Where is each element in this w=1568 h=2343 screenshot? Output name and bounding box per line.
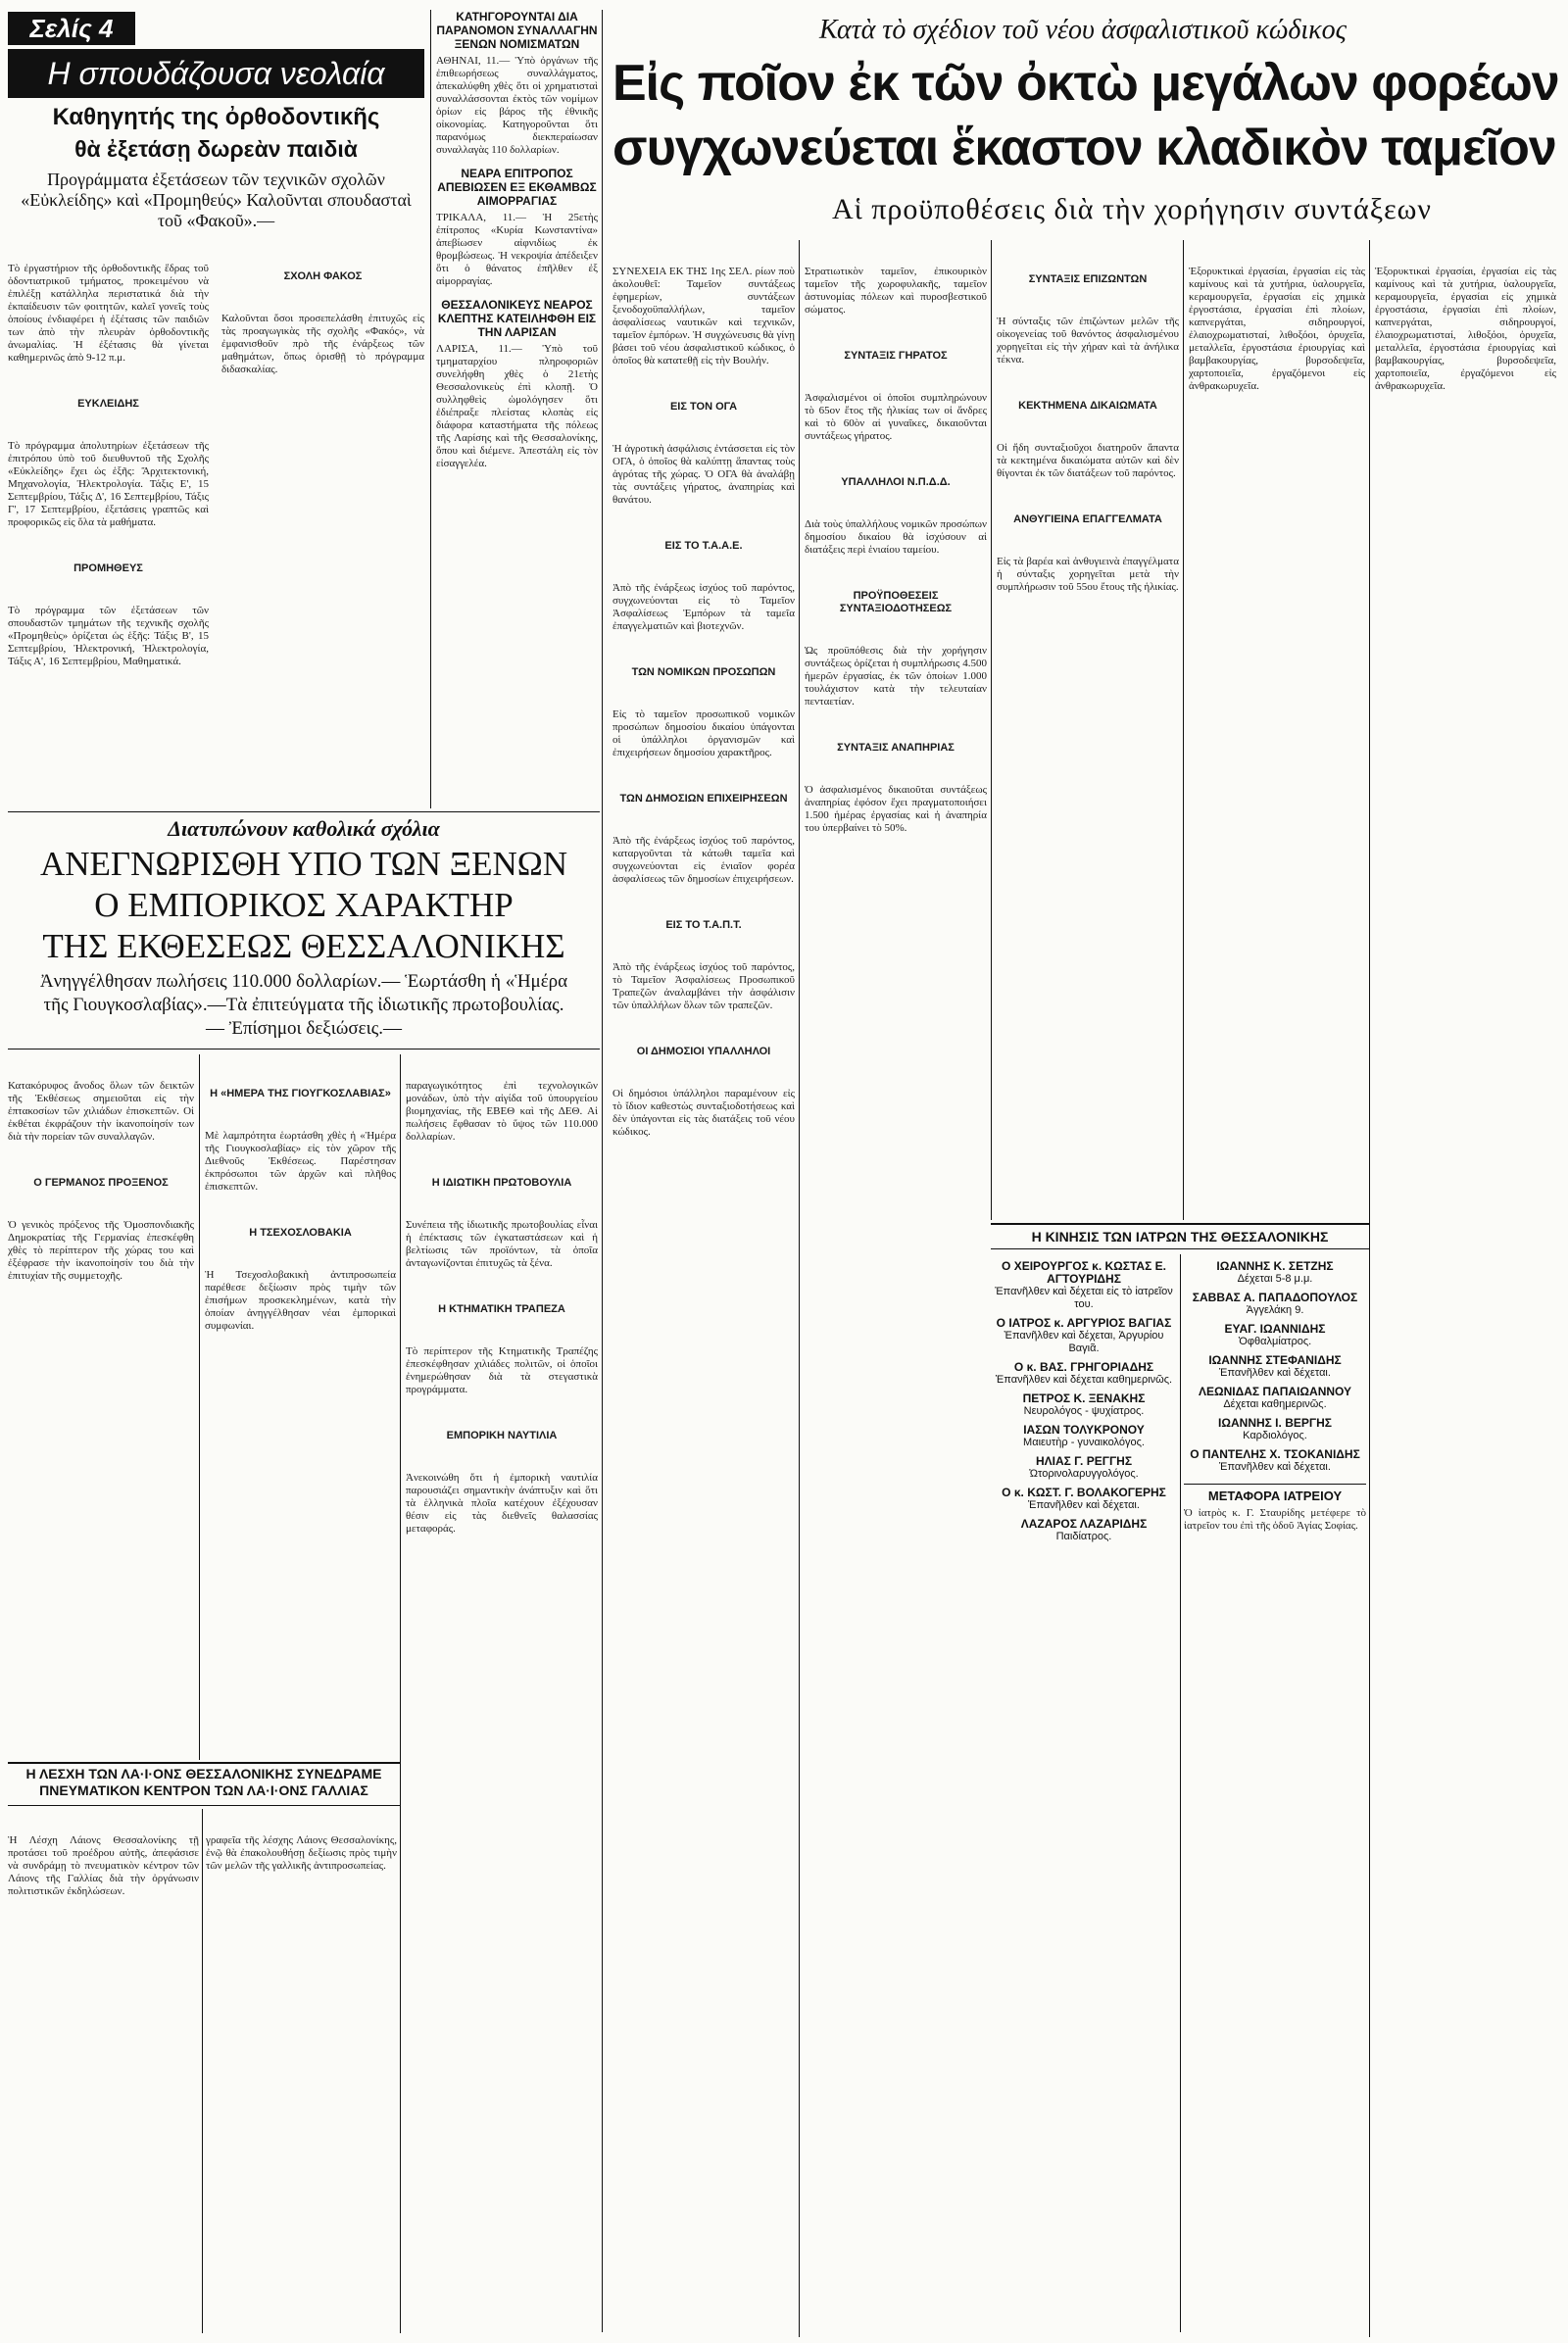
- expo-col-3: [406, 1054, 601, 2328]
- doctor-entry: ΕΥΑΓ. ΙΩΑΝΝΙΔΗΣ Ὀφθαλμίατρος.: [1224, 1322, 1326, 1347]
- doctor-entry: ΙΩΑΝΝΗΣ Κ. ΣΕΤΖΗΣ Δέχεται 5-8 μ.μ.: [1216, 1259, 1334, 1285]
- expo-subhead: Ἀνηγγέλθησαν πωλήσεις 110.000 δολλαρίων.— Ἑωρτάσθη ἡ «Ἡμέρα τῆς Γιουγκοσλαβίας».—Τὰ ἐπιτεύγματα τῆς ἰδιωτικῆς πρωτοβουλίας.— Ἐπίσημοι δεξιώσεις.—: [39, 971, 568, 1039]
- doctor-entry: ΛΕΩΝΙΔΑΣ ΠΑΠΑΙΩΑΝΝΟΥ Δέχεται καθημερινῶς.: [1198, 1385, 1352, 1410]
- column-2-news: [436, 10, 601, 808]
- main-col-4: [1189, 240, 1368, 1220]
- doctors-left: [991, 1254, 1177, 2332]
- main-headline-2: συγχωνεύεται ἕκαστον κλαδικὸν ταμεῖον: [612, 120, 1556, 176]
- section-proypotheseis: ΠΡΟΫΠΟΘΕΣΕΙΣ ΣΥΝΤΑΞΙΟΔΟΤΗΣΕΩΣ: [839, 590, 953, 614]
- body-ypalliloi: Οἱ δημόσιοι ὑπάλληλοι παραμένουν εἰς τὸ ἴδιον καθεστὼς συνταξιοδοτήσεως καὶ δὲν ὑπάγονται εἰς τὰς διατάξεις τοῦ νέου κώδικος.: [612, 1088, 798, 1138]
- doctors-right: [1184, 1254, 1369, 2332]
- expo-body-nautilia: Ἀνεκοινώθη ὅτι ἡ ἐμπορικὴ ναυτιλία παρουσιάζει σημαντικὴν ἀνάπτυξιν καὶ ὅτι τὰ ἑλληνικὰ πλοῖα κατέχουν ἐξέχουσαν θέσιν εἰς τὰς διεθνεῖς θαλασσίας μεταφοράς.: [406, 1472, 601, 1535]
- body-heavy-jobs: Ἐξορυκτικαὶ ἐργασίαι, ἐργασίαι εἰς τὰς καμίνους καὶ τὰ χυτήρια, ὑαλουργεῖα, κεραμουργεῖα, ἐργασίαι εἰς χημικὰ ἐργοστάσια, ἐργασίαι ἐπὶ πλοίων, καπνεργάται, σιδηρουργοί, ἐλαιοχρωματισταί, λιθοξόοι, ὀρυχεῖα, μεταλλεῖα, ἐργοστάσια ἐριουργίας καὶ βαμβακουργίας, βυρσοδεψεῖα, χαρτοποιεῖα, ἐργαζόμενοι εἰς ἀνθρακωρυχεῖα.: [1189, 266, 1368, 392]
- headline-orthodontics-2: θὰ ἐξετάσῃ δωρεὰν παιδιὰ: [74, 136, 358, 162]
- section-anapirias: ΣΥΝΤΑΞΙΣ ΑΝΑΠΗΡΙΑΣ: [837, 742, 955, 754]
- lions-body-b: γραφεῖα τῆς λέσχης Λάιονς Θεσσαλονίκης, ἐνῷ θὰ ἐπακολουθήσῃ δεξίωσις πρὸς τιμὴν τῶν μελῶν τῆς γαλλικῆς ἀντιπροσωπείας.: [206, 1834, 400, 1872]
- expo-col-2: [205, 1054, 399, 1760]
- body-eukleidis: Τὸ πρόγραμμα ἀπολυτηρίων ἐξετάσεων τῆς ἐπιτρόπου ὑπὸ τοῦ διευθυντοῦ τῆς Σχολῆς «Εὐκλείδης» ἔχει ὡς ἑξῆς: Ἄρχιτεκτονική, Μηχανολογία, Ἠλεκτρολογία. Τάξις Ε', 15 Σεπτεμβρίου, Τάξις Δ', 16 Σεπτεμβρίου, Τάξις Γ', 17 Σεπτεμβρίου, ἐξετάσεις γραπτῶς καὶ προφορικῶς εἰς ὅλα τὰ μαθήματα.: [8, 440, 212, 528]
- body-geras: Ἀσφαλισμένοι οἱ ὁποῖοι συμπληρώνουν τὸ 65ον ἔτος τῆς ἡλικίας των οἱ ἄνδρες καὶ τὸ 60ὸν αἱ γυναῖκες, δικαιοῦνται συντάξεως γήρατος.: [805, 392, 990, 442]
- main-subhead: Αἱ προϋποθέσεις διὰ τὴν χορήγησιν συντάξεων: [832, 193, 1432, 225]
- section-german-consul: Ο ΓΕΡΜΑΝΟΣ ΠΡΟΞΕΝΟΣ: [33, 1177, 169, 1189]
- doctor-entry: Ο κ. ΚΩΣΤ. Γ. ΒΟΛΑΚΟΓΕΡΗΣ Ἐπανῆλθεν καὶ δέχεται.: [1002, 1486, 1166, 1511]
- section-private-initiative: Η ΙΔΙΩΤΙΚΗ ΠΡΩΤΟΒΟΥΛΙΑ: [431, 1177, 572, 1189]
- section-epizonton: ΣΥΝΤΑΞΙΣ ΕΠΙΖΩΝΤΩΝ: [1028, 273, 1148, 285]
- doctor-entry: ΙΩΑΝΝΗΣ Ι. ΒΕΡΓΗΣ Καρδιολόγος.: [1218, 1416, 1332, 1441]
- body-military: Στρατιωτικὸν ταμεῖον, ἐπικουρικὸν ταμεῖον τῆς χωροφυλακῆς, ταμεῖον ἀστυνομίας πόλεων καὶ πυροσβεστικοῦ σώματος.: [805, 266, 990, 316]
- main-body-continued: ΣΥΝΕΧΕΙΑ ΕΚ ΤΗΣ 1ης ΣΕΛ. ρίων ποὺ ἀκολουθεῖ: Ταμεῖον συντάξεως ἐφημερίων, συντάξεων ξενοδοχοϋπαλλήλων, ταμεῖον ἀσφαλίσεως ναυτικῶν καὶ τεχνικῶν, ταμεῖον ἐμπόρων. Ἡ συγχώνευσις θὰ γίνῃ βάσει τοῦ νέου ἀσφαλιστικοῦ κώδικος, ὁ ὁποῖος θὰ κατατεθῇ εἰς τὴν Βουλήν.: [612, 266, 798, 366]
- body-anthygieina: Εἰς τὰ βαρέα καὶ ἀνθυγιεινὰ ἐπαγγέλματα ἡ σύνταξις χορηγεῖται μετὰ τὴν συμπλήρωσιν τοῦ 55ου ἔτους τῆς ἡλικίας.: [997, 556, 1182, 593]
- expo-kicker: Διατυπώνουν καθολικά σχόλια: [168, 816, 440, 841]
- body-young-woman: ΤΡΙΚΑΛΑ, 11.— Ἡ 25ετὴς ἐπίτροπος «Κυρία Κωνσταντίνα» ἀπεβίωσεν αἰφνιδίως ἐκ θρομβώσεως. Ἡ νεκροψία ἀπέδειξεν ὅτι ὁ θάνατος ἐπῆλθεν ἐξ αἰμορραγίας.: [436, 212, 601, 287]
- doctor-entry: Ο ΙΑΤΡΟΣ κ. ΑΡΓΥΡΙΟΣ ΒΑΓΙΑΣ Ἐπανῆλθεν καὶ δέχεται, Ἀργυρίου Βαγιᾶ.: [996, 1316, 1172, 1354]
- section-taae: ΕΙΣ ΤΟ Τ.Α.Α.Ε.: [664, 540, 743, 552]
- section-nautilia: ΕΜΠΟΡΙΚΗ ΝΑΥΤΙΛΙΑ: [446, 1430, 558, 1441]
- body-fakos: Καλοῦνται ὅσοι προσεπελάσθη ἐπιτυχῶς εἰς τὰς προαγωγικὰς τῆς σχολῆς «Φακός», νὰ ἐμφανισθοῦν πρὸ τῆς ἐνάρξεως τῶν μαθημάτων, ὅπως ὁρισθῇ τὸ πρόγραμμα διδασκαλίας.: [221, 313, 427, 375]
- expo-body-czech: Ἡ Τσεχοσλοβακικὴ ἀντιπροσωπεία παρέθεσε δεξίωσιν πρὸς τιμὴν τῶν ἐπισήμων προσκεκλημένων, κατὰ τὴν ὁποίαν ἀνηγγέλθησαν νέαι ἐμπορικαὶ συμφωνίαι.: [205, 1269, 399, 1332]
- doctor-entry: ΠΕΤΡΟΣ Κ. ΞΕΝΑΚΗΣ Νευρολόγος - ψυχίατρος.: [1022, 1391, 1146, 1417]
- body-dimosion: Ἀπὸ τῆς ἐνάρξεως ἰσχύος τοῦ παρόντος, καταργοῦνται τὰ κάτωθι ταμεῖα καὶ συγχωνεύονται εἰς ἑνιαῖον φορέα ἀσφαλίσεως τῶν δημοσίων ἐπιχειρήσεων.: [612, 835, 798, 885]
- expo-body-private: Συνέπεια τῆς ἰδιωτικῆς πρωτοβουλίας εἶναι ἡ ἐπέκτασις τῶν ἐγκαταστάσεων καὶ ἡ βελτίωσις τῶν προϊόντων, τὰ ὁποῖα ἀνταγωνίζονται ἐπιτυχῶς τὰ ξένα.: [406, 1219, 601, 1269]
- subhead-orthodontics: Προγράμματα ἐξετάσεων τῶν τεχνικῶν σχολῶν «Εὐκλείδης» καὶ «Προμηθεύς» Καλοῦνται σπουδασταὶ τοῦ «Φακοῦ».—: [21, 170, 412, 230]
- body-anapirias: Ὁ ἀσφαλισμένος δικαιοῦται συντάξεως ἀναπηρίας ἐφόσον ἔχει πραγματοποιήσει 1.500 ἡμέρας ἐργασίας καὶ ἡ ἀναπηρία του ὑπερβαίνει τὸ 50%.: [805, 784, 990, 834]
- expo-body-german: Ὁ γενικὸς πρόξενος τῆς Ὁμοσπονδιακῆς Δημοκρατίας τῆς Γερμανίας ἐπεσκέφθη χθὲς τὸ περίπτερον τῆς χώρας του καὶ ἐξέφρασε τὴν ἱκανοποίησίν του διὰ τὴν ἐπιτυχίαν τῆς συμμετοχῆς.: [8, 1219, 197, 1282]
- article-orthodontics: [8, 103, 427, 808]
- doctor-entry: ΙΑΣΩΝ ΤΟΛΥΚΡΟΝΟΥ Μαιευτὴρ - γυναικολόγος.: [1023, 1423, 1145, 1448]
- main-col-2: [805, 240, 990, 2337]
- body-oga: Ἡ ἀγροτικὴ ἀσφάλισις ἐντάσσεται εἰς τὸν ΟΓΑ, ὁ ὁποῖος θὰ καλύπτῃ ἅπαντας τοὺς ἀγρότας τῆς χώρας. Ὁ ΟΓΑ θὰ ἀναλάβῃ τὰς συντάξεις γήρατος, ἀναπηρίας καὶ θανάτου.: [612, 443, 798, 506]
- section-ypalliloi: ΟΙ ΔΗΜΟΣΙΟΙ ΥΠΑΛΛΗΛΟΙ: [636, 1046, 771, 1057]
- doctor-entry: ΗΛΙΑΣ Γ. ΡΕΓΓΗΣ Ὠτορινολαρυγγολόγος.: [1029, 1454, 1139, 1480]
- section-eukleidis: ΕΥΚΛΕΙΔΗΣ: [77, 398, 139, 410]
- relocation-title: ΜΕΤΑΦΟΡΑ ΙΑΤΡΕΙΟΥ: [1207, 1489, 1343, 1503]
- doctor-entry: Ο ΠΑΝΤΕΛΗΣ Χ. ΤΣΟΚΑΝΙΔΗΣ Ἐπανῆλθεν καὶ δέχεται.: [1190, 1447, 1360, 1473]
- lions-body-a: Ἡ Λέσχη Λάιονς Θεσσαλονίκης τῇ προτάσει τοῦ προέδρου αὐτῆς, ἀπεφάσισε νὰ συνδράμῃ τὸ πνευματικὸν κέντρον τῶν Λάιονς τῆς Γαλλίας διὰ τὴν ὀργάνωσιν πολιτιστικῶν ἐκδηλώσεων.: [8, 1834, 202, 1897]
- doctor-entry: ΣΑΒΒΑΣ Α. ΠΑΠΑΔΟΠΟΥΛΟΣ Ἀγγελάκη 9.: [1192, 1291, 1358, 1316]
- expo-col-1: [8, 1054, 197, 1760]
- body-kektimena: Οἱ ἤδη συνταξιοῦχοι διατηροῦν ἅπαντα τὰ κεκτημένα δικαιώματα αὐτῶν καὶ δὲν θίγονται ἐκ τῶν διατάξεων τοῦ παρόντος.: [997, 442, 1182, 479]
- body-currency: ΑΘΗΝΑΙ, 11.— Ὑπὸ ὀργάνων τῆς ἐπιθεωρήσεως συναλλάγματος, ἀπεκαλύφθη χθὲς ὅτι οἱ χρηματισταὶ συναλλάσσονται ἐκτὸς τῶν νομίμων ὁρίων εἰς βάρος τῆς ἐθνικῆς οἰκονομίας. Κατηγοροῦνται ὅτι παρανόμως διεκπεραίωσαν συναλλαγὰς 110 δολλαρίων.: [436, 55, 601, 156]
- doctor-entry: Ο ΧΕΙΡΟΥΡΓΟΣ κ. ΚΩΣΤΑΣ Ε. ΑΓΤΟΥΡΙΔΗΣ Ἐπανῆλθεν καὶ δέχεται εἰς τὸ ἰατρεῖον του.: [995, 1259, 1173, 1310]
- expo-body-ktimatiki: Τὸ περίπτερον τῆς Κτηματικῆς Τραπέζης ἐπεσκέφθησαν χιλιάδες πολιτῶν, οἱ ὁποῖοι ἐνημερώθησαν διὰ τὰ στεγαστικὰ προγράμματα.: [406, 1345, 601, 1395]
- expo-headline-2: Ο ΕΜΠΟΡΙΚΟΣ ΧΑΡΑΚΤΗΡ: [94, 886, 514, 924]
- main-kicker: Κατὰ τὸ σχέδιον τοῦ νέου ἀσφαλιστικοῦ κώδικος: [819, 15, 1347, 45]
- section-banner: Η σπουδάζουσα νεολαία: [8, 49, 424, 98]
- section-nomiki: ΤΩΝ ΝΟΜΙΚΩΝ ΠΡΟΣΩΠΩΝ: [631, 666, 776, 678]
- relocation-text: Ὁ ἰατρὸς κ. Γ. Σταυρίδης μετέφερε τὸ ἰατρεῖον του ἐπὶ τῆς ὁδοῦ Ἁγίας Σοφίας.: [1184, 1507, 1369, 1532]
- section-ypall-npdd: ΥΠΑΛΛΗΛΟΙ Ν.Π.Δ.Δ.: [841, 476, 951, 488]
- body-ypall-npdd: Διὰ τοὺς ὑπαλλήλους νομικῶν προσώπων δημοσίου δικαίου θὰ ἰσχύσουν αἱ διατάξεις περὶ ἑνιαίου ταμείου.: [805, 518, 990, 556]
- section-oga: ΕΙΣ ΤΟΝ ΟΓΑ: [669, 401, 738, 413]
- section-promitheus: ΠΡΟΜΗΘΕΥΣ: [74, 562, 143, 574]
- expo-headline-1: ΑΝΕΓΝΩΡΙΣΘΗ ΥΠΟ ΤΩΝ ΞΕΝΩΝ: [39, 845, 568, 883]
- lions-col-1: [8, 1809, 202, 2333]
- section-geras: ΣΥΝΤΑΞΙΣ ΓΗΡΑΤΟΣ: [844, 350, 948, 362]
- body-tapt: Ἀπὸ τῆς ἐνάρξεως ἰσχύος τοῦ παρόντος, τὸ Ταμεῖον Ἀσφαλίσεως Προσωπικοῦ Τραπεζῶν ἀναλαμβάνει τὴν ἀσφάλισιν τῶν ὑπαλλήλων ὅλων τῶν τραπεζῶν.: [612, 961, 798, 1011]
- doctors-title: Η ΚΙΝΗΣΙΣ ΤΩΝ ΙΑΤΡΩΝ ΤΗΣ ΘΕΣΣΑΛΟΝΙΚΗΣ: [1031, 1229, 1329, 1245]
- lions-col-2: [206, 1809, 400, 2333]
- headline-currency: ΚΑΤΗΓΟΡΟΥΝΤΑΙ ΔΙΑ ΠΑΡΑΝΟΜΟΝ ΣΥΝΑΛΛΑΓΗΝ ΞΕΝΩΝ ΝΟΜΙΣΜΑΤΩΝ: [436, 10, 598, 51]
- doctor-entry: Ο κ. ΒΑΣ. ΓΡΗΓΟΡΙΑΔΗΣ Ἐπανῆλθεν καὶ δέχεται καθημερινῶς.: [995, 1360, 1173, 1386]
- section-fakos: ΣΧΟΛΗ ΦΑΚΟΣ: [283, 270, 363, 282]
- section-anthygieina: ΑΝΘΥΓΙΕΙΝΑ ΕΠΑΓΓΕΛΜΑΤΑ: [1013, 513, 1162, 525]
- headline-young-woman: ΝΕΑΡΑ ΕΠΙΤΡΟΠΟΣ ΑΠΕΒΙΩΣΕΝ ΕΞ ΕΚΘΑΜΒΩΣ ΑΙΜΟΡΡΑΓΙΑΣ: [437, 167, 597, 208]
- main-col-5: [1375, 240, 1559, 2337]
- section-kektimena: ΚΕΚΤΗΜΕΝΑ ΔΙΚΑΙΩΜΑΤΑ: [1018, 400, 1157, 412]
- doctor-entry: ΙΩΑΝΝΗΣ ΣΤΕΦΑΝΙΔΗΣ Ἐπανῆλθεν καὶ δέχεται.: [1208, 1353, 1342, 1379]
- body-heavy-jobs-cont: Ἐξορυκτικαὶ ἐργασίαι, ἐργασίαι εἰς τὰς καμίνους καὶ τὰ χυτήρια, ὑαλουργεῖα, κεραμουργεῖα, ἐργασίαι εἰς χημικὰ ἐργοστάσια, ἐργασίαι ἐπὶ πλοίων, καπνεργάται, σιδηρουργοί, ἐλαιοχρωματισταί, λιθοξόοι, ὀρυχεῖα, μεταλλεῖα, ἐργοστάσια ἐριουργίας καὶ βαμβακουργίας, βυρσοδεψεῖα, χαρτοποιεῖα, ἐργαζόμενοι εἰς ἀνθρακωρυχεῖα.: [1375, 266, 1559, 392]
- section-yugoslavia: Η «ΗΜΕΡΑ ΤΗΣ ΓΙΟΥΓΚΟΣΛΑΒΙΑΣ»: [210, 1088, 391, 1099]
- headline-orthodontics-1: Καθηγητής της ὀρθοδοντικῆς: [52, 104, 380, 130]
- body-taae: Ἀπὸ τῆς ἐνάρξεως ἰσχύος τοῦ παρόντος, συγχωνεύονται εἰς τὸ Ταμεῖον Ἀσφαλίσεως Ἐμπόρων τὰ ταμεῖα ἐπαγγελματιῶν καὶ βιοτεχνῶν.: [612, 582, 798, 632]
- section-ktimatiki: Η ΚΤΗΜΑΤΙΚΗ ΤΡΑΠΕΖΑ: [438, 1303, 565, 1315]
- expo-body-a: Κατακόρυφος ἄνοδος ὅλων τῶν δεικτῶν τῆς Ἐκθέσεως σημειοῦται εἰς τὴν ἐπτακοσίων τῶν χιλιάδων ἐπισκεπτῶν. Οἱ ἐκθέται ἐκφράζουν τὴν ἱκανοποίησίν των διὰ τὴν πορείαν τῶν συναλλαγῶν.: [8, 1080, 197, 1143]
- section-dimosion: ΤΩΝ ΔΗΜΟΣΙΩΝ ΕΠΙΧΕΙΡΗΣΕΩΝ: [619, 793, 788, 805]
- section-czechoslovakia: Η ΤΣΕΧΟΣΛΟΒΑΚΙΑ: [249, 1227, 352, 1239]
- body-promitheus: Τὸ πρόγραμμα τῶν ἐξετάσεων τῶν σπουδαστῶν τμημάτων τῆς τεχνικῆς σχολῆς «Προμηθεὺς» ὁρίζεται ὡς ἑξῆς: Τάξις Β', 15 Σεπτεμβρίου, Ἠλεκτρονική, Ἠλεκτρολογία, Τάξις Α', 16 Σεπτεμβρίου, Μαθηματικά.: [8, 605, 212, 667]
- lions-headline: Η ΛΕΣΧΗ ΤΩΝ ΛΑ·Ι·ΟΝΣ ΘΕΣΣΑΛΟΝΙΚΗΣ ΣΥΝΕΔΡΑΜΕ ΠΝΕΥΜΑΤΙΚΟΝ ΚΕΝΤΡΟΝ ΤΩΝ ΛΑ·Ι·ΟΝΣ ΓΑΛΛΙΑΣ: [25, 1766, 382, 1798]
- section-tapt: ΕΙΣ ΤΟ Τ.Α.Π.Τ.: [665, 919, 742, 931]
- body-thief: ΛΑΡΙΣΑ, 11.— Ὑπὸ τοῦ τμηματαρχίου πληροφοριῶν συνελήφθη χθὲς ὁ 21ετὴς Θεσσαλονικεὺς ἐπὶ κλοπῇ. Ὁ συλληφθεὶς ὡμολόγησεν ὅτι ἐδιέπραξε πλείστας κλοπὰς εἰς διάφορα καταστήματα τῆς πόλεως τῆς Λαρίσης καὶ τῆς Θεσσαλονίκης, ὅπου καὶ διέμενε. Ἀπεστάλη εἰς τὸν εἰσαγγελέα.: [436, 343, 601, 469]
- expo-body-yugoslavia: Μὲ λαμπρότητα ἑωρτάσθη χθὲς ἡ «Ἡμέρα τῆς Γιουγκοσλαβίας» εἰς τὸν χῶρον τῆς Διεθνοῦς Ἐκθέσεως. Παρέστησαν ἐκπρόσωποι τῶν ἀρχῶν καὶ πλῆθος ἐπισκεπτῶν.: [205, 1130, 399, 1193]
- body-epizonton: Ἡ σύνταξις τῶν ἐπιζώντων μελῶν τῆς οἰκογενείας τοῦ θανόντος ἀσφαλισμένου χορηγεῖται εἰς τὴν χήραν καὶ τὰ ἀνήλικα τέκνα.: [997, 316, 1182, 366]
- body-nomiki: Εἰς τὸ ταμεῖον προσωπικοῦ νομικῶν προσώπων δημοσίου δικαίου ὑπάγονται οἱ ὑπάλληλοι ὀργανισμῶν καὶ ἐπιχειρήσεων δημοσίου χαρακτῆρος.: [612, 708, 798, 758]
- main-col-1: [612, 240, 798, 2337]
- headline-thief: ΘΕΣΣΑΛΟΝΙΚΕΥΣ ΝΕΑΡΟΣ ΚΛΕΠΤΗΣ ΚΑΤΕΙΛΗΦΘΗ ΕΙΣ ΤΗΝ ΛΑΡΙΣΑΝ: [437, 298, 597, 339]
- body-orthodontics-a: Τὸ ἐργαστήριον τῆς ὀρθοδοντικῆς ἕδρας τοῦ ὀδοντιατρικοῦ τμήματος, προκειμένου νὰ ἐπιλέξῃ κατάλληλα περιστατικά διὰ τὴν ἐκπαίδευσιν τῶν φοιτητῶν, καλεῖ γονεῖς τοὺς ὁποίους ἐνδιαφέρει ἡ ἐξέτασις τῶν παιδιῶν των ἀπὸ τὴν πλευρὰν ὀρθοδοντικῆς ἀνωμαλίας. Ἡ ἐξέτασις θὰ γίνεται καθημερινῶς ἀπὸ 9-12 π.μ.: [8, 263, 212, 364]
- main-headline-1: Εἰς ποῖον ἐκ τῶν ὀκτὼ μεγάλων φορέων: [612, 55, 1559, 112]
- doctor-entry: ΛΑΖΑΡΟΣ ΛΑΖΑΡΙΔΗΣ Παιδίατρος.: [1020, 1517, 1148, 1542]
- expo-headline-3: ΤΗΣ ΕΚΘΕΣΕΩΣ ΘΕΣΣΑΛΟΝΙΚΗΣ: [42, 927, 565, 965]
- main-col-3: [997, 240, 1182, 1220]
- page-label: Σελίς 4: [8, 12, 135, 45]
- body-proypotheseis: Ὡς προϋπόθεσις διὰ τὴν χορήγησιν συντάξεως ὁρίζεται ἡ συμπλήρωσις 4.500 ἡμερῶν ἐργασίας, ἐκ τῶν ὁποίων 1.000 τουλάχιστον κατὰ τὴν τελευταίαν πενταετίαν.: [805, 645, 990, 708]
- expo-body-col3: παραγωγικότητος ἐπὶ τεχνολογικῶν μονάδων, ὑπὸ τὴν αἰγίδα τοῦ ὑπουργείου βιομηχανίας, τῆς ΕΒΕΘ καὶ τῆς ΔΕΘ. Αἱ πωλήσεις ἔφθασαν τὸ ὕψος τῶν 110.000 δολλαρίων.: [406, 1080, 601, 1143]
